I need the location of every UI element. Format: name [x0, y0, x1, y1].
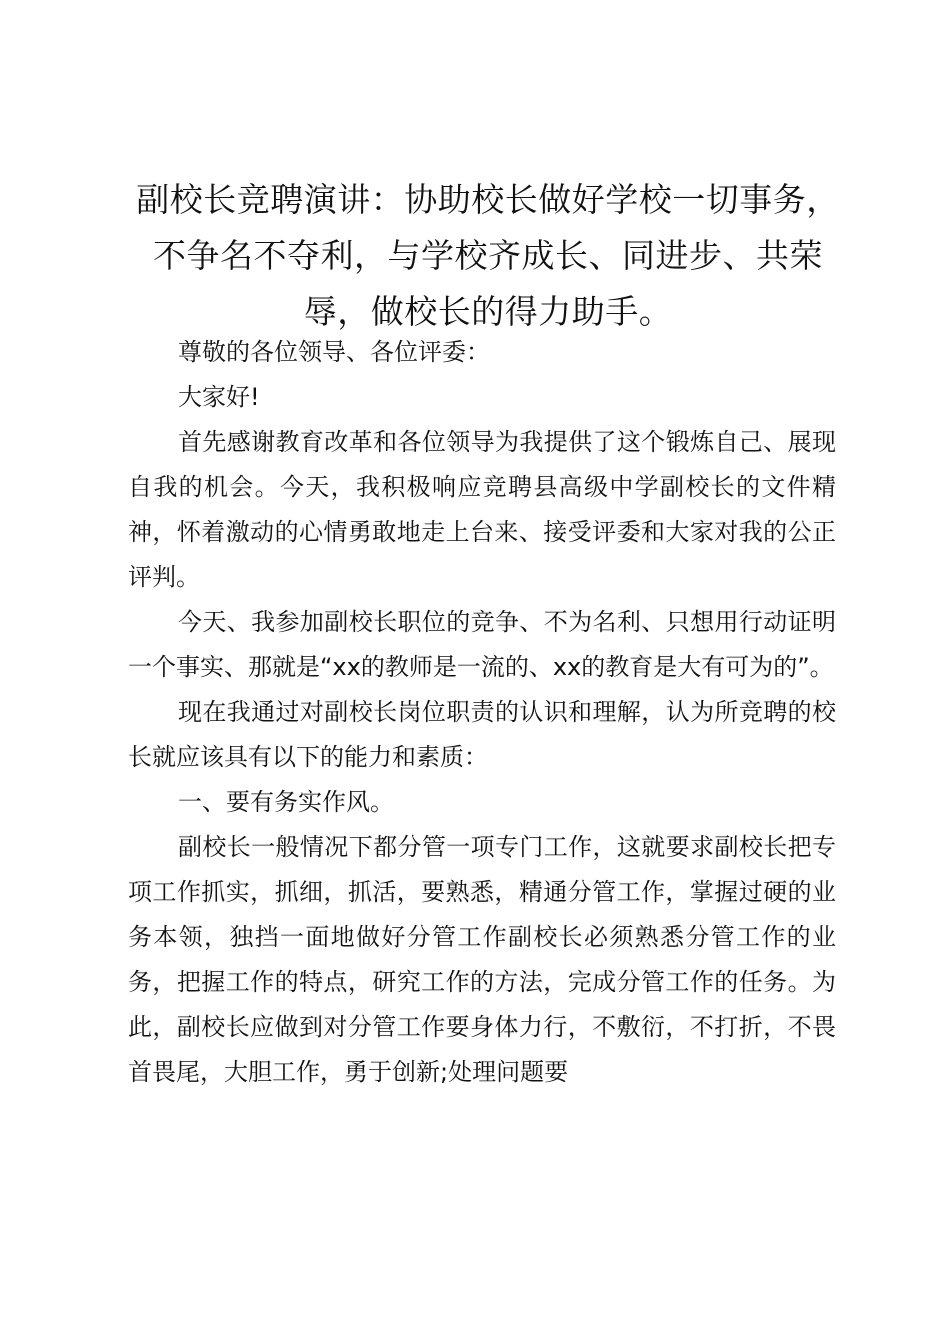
paragraph-motivation: 今天、我参加副校长职位的竞争、不为名利、只想用行动证明一个事实、那就是“xx的教师是一流的、xx的教育是大有可为的”。	[128, 608, 836, 681]
document-title: 副校长竞聘演讲：协助校长做好学校一切事务，不争名不夺利，与学校齐成长、同进步、共荣辱，做校长的得力助手。	[136, 180, 840, 331]
paragraph-thanks: 首先感谢教育改革和各位领导为我提供了这个锻炼自己、展现自我的机会。今天，我积极响应竞聘县高级中学副校长的文件精神，怀着激动的心情勇敢地走上台来、接受评委和大家对我的公正评判。	[128, 428, 836, 591]
paragraph-work-style: 副校长一般情况下都分管一项专门工作，这就要求副校长把专项工作抓实，抓细，抓活，要熟悉，精通分管工作，掌握过硬的业务本领，独挡一面地做好分管工作副校长必须熟悉分管工作的业务，把握工作的特点，研究工作的方法，完成分管工作的任务。为此，副校长应做到对分管工作要身体力行，不敷衍，不打折，不畏首畏尾，大胆工作，勇于创新;处理问题要	[128, 833, 836, 1086]
paragraph-understanding: 现在我通过对副校长岗位职责的认识和理解，认为所竞聘的校长就应该具有以下的能力和素质：	[128, 698, 836, 771]
greeting: 大家好!	[178, 383, 260, 411]
salutation: 尊敬的各位领导、各位评委：	[178, 338, 490, 366]
document-body	[128, 330, 836, 1095]
section-heading-1: 一、要有务实作风。	[178, 788, 394, 816]
